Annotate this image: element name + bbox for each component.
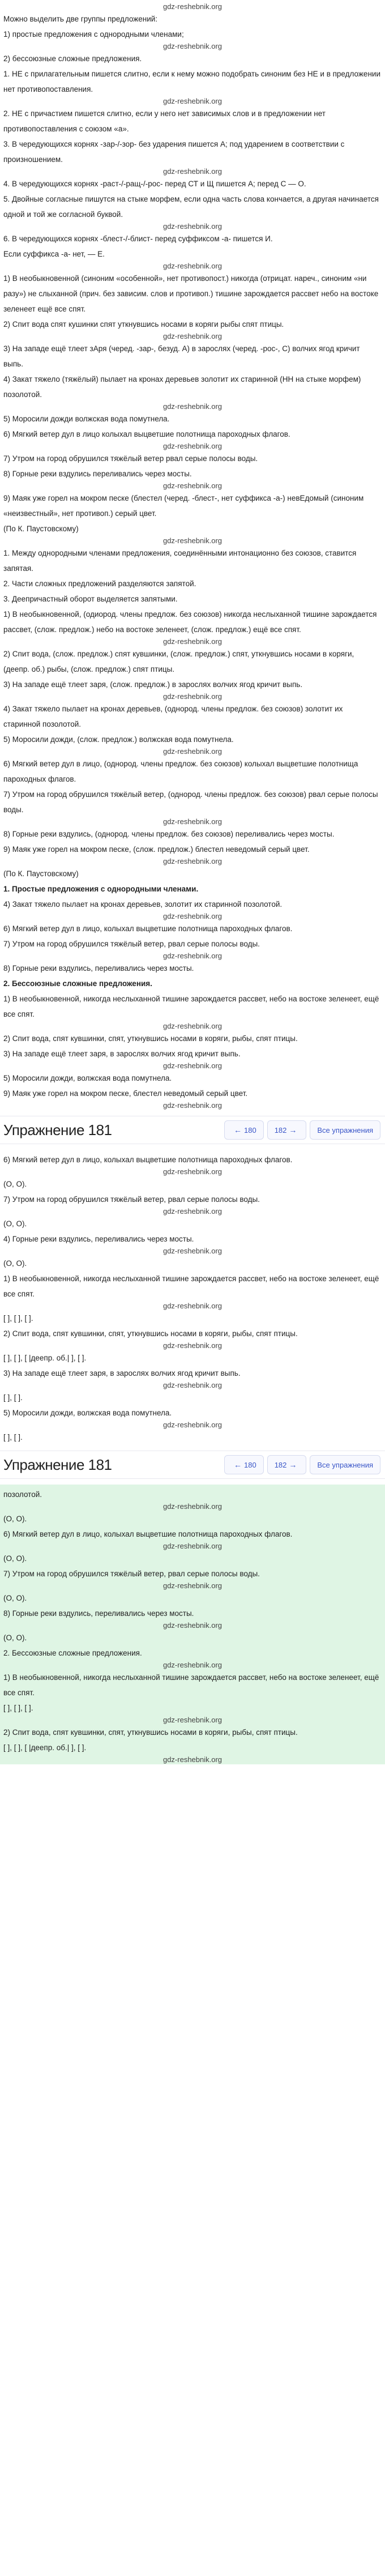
watermark: gdz-reshebnik.org xyxy=(162,97,223,105)
nav-title-2: Упражнение 181 xyxy=(3,1456,112,1473)
list-item: 2) Спит вода, (слож. предлож.) спят кувшинки, (слож. предлож.) спят, уткнувшись носами в коряги, (деепр. об.) рыбы, (слож. предлож.) спят птицы. xyxy=(3,650,354,673)
nav-bar-2 xyxy=(0,1451,385,1479)
list-item: [ ], [ ], [ ]. xyxy=(3,1704,33,1712)
watermark: gdz-reshebnik.org xyxy=(162,536,223,545)
intro: Можно выделить две группы предложений: xyxy=(3,15,158,23)
list-item: 2. Бессоюзные сложные предложения. xyxy=(3,1649,142,1657)
list-item: 3) На западе ещё тлеет заря, в зарослях волчих ягод кричит выпь. xyxy=(3,1369,241,1377)
watermark: gdz-reshebnik.org xyxy=(162,857,223,865)
list-item: (По К. Паустовскому) xyxy=(3,869,79,878)
watermark: gdz-reshebnik.org xyxy=(162,1661,223,1669)
nav-bar xyxy=(0,1116,385,1144)
rule-item: 2. Части сложных предложений разделяются запятой. xyxy=(3,579,196,588)
rules-items xyxy=(3,607,382,881)
list-item: 6) Мягкий ветер дул в лицо колыхал выцветшие полотнища пароходных флагов. xyxy=(3,430,290,438)
watermark: gdz-reshebnik.org xyxy=(162,1167,223,1176)
group1-list xyxy=(3,897,382,976)
next-button-2[interactable] xyxy=(267,1455,307,1474)
list-item: 2. НЕ с причастием пишется слитно, если у него нет зависимых слов и в предложении нет противопоставления с союзом «а». xyxy=(3,109,326,133)
prev-button[interactable] xyxy=(224,1120,264,1140)
list-item: 5) Моросили дожди, волжская вода помутнела. xyxy=(3,1409,172,1417)
list-item: 7) Утром на город обрушился тяжёлый ветер рвал серые полосы воды. xyxy=(3,454,258,463)
list-item: (О, О). xyxy=(3,1594,27,1602)
list-item: 2) Спит вода спят кушинки спят уткнувшись носами в коряги рыбы спят птицы. xyxy=(3,320,284,329)
nav-controls xyxy=(224,1120,380,1140)
watermark: gdz-reshebnik.org xyxy=(162,1542,223,1550)
schemes-b xyxy=(0,1485,385,1764)
next-button[interactable] xyxy=(267,1120,307,1140)
watermark: gdz-reshebnik.org xyxy=(162,332,223,340)
list-item: 5. Двойные согласные пишутся на стыке морфем, если одна часть слова кончается, а другая начинается одной и той же согласной буквой. xyxy=(3,195,379,219)
list-item: 3) На западе ещё тлеет заря, в зарослях волчих ягод кричит выпь. xyxy=(3,1050,241,1058)
list-item: 4) Горные реки вздулись, переливались через мосты. xyxy=(3,1235,194,1243)
list-item: (О, О). xyxy=(3,1180,27,1188)
list-item: 1. НЕ с прилагательным пишется слитно, если к нему можно подобрать синоним без НЕ и в предложении нет противопоставления. xyxy=(3,70,380,93)
list-item: 6) Мягкий ветер дул в лицо, колыхал выцветшие полотнища пароходных флагов. xyxy=(3,924,293,933)
list-item: 1) В необыкновенной, никогда неслыханной тишине зарождается рассвет, небо на востоке зеленеет, ещё все спят. xyxy=(3,1274,379,1298)
watermark: gdz-reshebnik.org xyxy=(162,1502,223,1511)
watermark: gdz-reshebnik.org xyxy=(162,1061,223,1070)
list-item: (О, О). xyxy=(3,1554,27,1563)
next-label: 182 xyxy=(274,1125,287,1135)
list-item: (О, О). xyxy=(3,1219,27,1228)
watermark: gdz-reshebnik.org xyxy=(162,1247,223,1255)
list-item: 2) Спит вода, спят кувшинки, спят, уткнувшись носами в коряги, рыбы, спят птицы. xyxy=(3,1329,298,1338)
list-item: 2) бессоюзные сложные предложения. xyxy=(3,54,142,63)
group2-title: 2. Бессоюзные сложные предложения. xyxy=(3,979,152,988)
schemes-b-list xyxy=(3,1487,382,1764)
watermark: gdz-reshebnik.org xyxy=(162,1341,223,1350)
list-item: 8) Горные реки вздулись переливались через мосты. xyxy=(3,470,192,478)
rule-item: 1. Между однородными членами предложения, соединёнными интонационно без союзов, ставится запятая. xyxy=(3,549,357,573)
rules-list xyxy=(3,545,382,607)
list-item: 1) простые предложения с однородными членами; xyxy=(3,30,184,39)
watermark: gdz-reshebnik.org xyxy=(162,952,223,960)
list-item: 4) Закат тяжело пылает на кронах деревьев, (однород. члены предлож. без союзов) золотит их старинной позолотой. xyxy=(3,705,343,728)
list-item: 8) Горные реки вздулись, переливались через мосты. xyxy=(3,1609,194,1618)
arrow-left-icon: ← xyxy=(233,1125,242,1135)
list-item: 1) В необыкновенной, никогда неслыханной тишине зарождается рассвет, небо на востоке зеленеет, ещё все спят. xyxy=(3,995,379,1018)
watermark: gdz-reshebnik.org xyxy=(162,692,223,701)
list-item: (О, О). xyxy=(3,1634,27,1642)
list-item: [ ], [ ], [ |деепр. об.| ], [ ]. xyxy=(3,1354,87,1362)
watermark: gdz-reshebnik.org xyxy=(162,817,223,826)
watermark: gdz-reshebnik.org xyxy=(162,1381,223,1389)
list-item: 3. В чередующихся корнях -зар-/-зор- без ударения пишется А; под ударением в соответствии с произношением. xyxy=(3,140,345,164)
watermark: gdz-reshebnik.org xyxy=(162,1716,223,1724)
watermark: gdz-reshebnik.org xyxy=(162,1621,223,1630)
all-exercises-button[interactable]: Все упражнения xyxy=(310,1120,380,1140)
list-item: 3) На западе ещё тлеет зАря (черед. -зар-, безуд. А) в зарослях (черед. -рос-, С) волчих ягод кричит выпь. xyxy=(3,344,360,368)
prev-label: 180 xyxy=(243,1125,256,1135)
list-item: [ ], [ ], [ ]. xyxy=(3,1314,33,1323)
list-item: 7) Утром на город обрушился тяжёлый ветер, рвал серые полосы воды. xyxy=(3,940,260,948)
watermark: gdz-reshebnik.org xyxy=(162,222,223,231)
schemes-a xyxy=(0,1150,385,1445)
arrow-left-icon: ← xyxy=(233,1460,242,1469)
list-item: [ ], [ ]. xyxy=(3,1433,23,1441)
list-item: (По К. Паустовскому) xyxy=(3,524,79,533)
list-item: 7) Утром на город обрушился тяжёлый ветер, (однород. члены предлож. без союзов) рвал серые полосы воды. xyxy=(3,790,378,814)
list-item: 8) Горные реки вздулись, переливались через мосты. xyxy=(3,964,194,973)
list-item: 7) Утром на город обрушился тяжёлый ветер, рвал серые полосы воды. xyxy=(3,1570,260,1578)
prev-label-2: 180 xyxy=(243,1460,256,1469)
watermark: gdz-reshebnik.org xyxy=(162,1101,223,1110)
schemes-a-list xyxy=(3,1152,382,1445)
watermark: gdz-reshebnik.org xyxy=(162,1581,223,1590)
watermark: gdz-reshebnik.org xyxy=(162,747,223,756)
watermark: gdz-reshebnik.org xyxy=(162,42,223,50)
arrow-right-icon: → xyxy=(289,1460,297,1469)
list-item: 6) Мягкий ветер дул в лицо, (однород. члены предлож. без союзов) колыхал выцветшие полотнища пароходных флагов. xyxy=(3,760,358,783)
list-item: 5) Моросили дожди, волжская вода помутнела. xyxy=(3,1074,172,1082)
watermark: gdz-reshebnik.org xyxy=(162,402,223,411)
list-item: 9) Маяк уже горел на мокром песке (блестел (черед. -блест-, нет суффикса -а-) невЕдомый (синоним «неизвестный», нет противоп.) серый цвет. xyxy=(3,494,364,518)
list-item: [ ], [ ]. xyxy=(3,1393,23,1402)
list-item: 9) Маяк уже горел на мокром песке, блестел неведомый серый цвет. xyxy=(3,1089,248,1098)
watermark: gdz-reshebnik.org xyxy=(162,1302,223,1310)
watermark: gdz-reshebnik.org xyxy=(162,262,223,270)
group2-list xyxy=(3,991,382,1110)
list-item: 1) В необыкновенной (синоним «особенной», нет противопост.) никогда (отрицат. нареч., синоним «ни разу») не слыханной (прич. без зависим. слов и противоп.) тишине зарождается рассвет небо на востоке зеленеет ещё все спят. xyxy=(3,274,379,313)
nav-title: Упражнение 181 xyxy=(3,1121,112,1138)
list-item: Если суффикса -а- нет, — Е. xyxy=(3,250,105,258)
list-item: 1) В необыкновенной, (одиород. члены предлож. без союзов) никогда неслыханной тишине зарождается рассвет, (слож. предлож.) небо на востоке зеленеет, (слож. предлож.) ещё все спят. xyxy=(3,610,377,634)
list-item: 4) Закат тяжело пылает на кронах деревьев, золотит их старинной позолотой. xyxy=(3,900,283,909)
watermark: gdz-reshebnik.org xyxy=(162,1755,223,1764)
arrow-right-icon: → xyxy=(289,1125,297,1135)
next-label-2: 182 xyxy=(274,1460,287,1469)
watermark: gdz-reshebnik.org xyxy=(162,637,223,646)
list-item: 4. В чередующихся корнях -раст-/-ращ-/-рос- перед СТ и Щ пишется А; перед С — О. xyxy=(3,180,306,188)
watermark: gdz-reshebnik.org xyxy=(162,167,223,176)
list-item: 1) В необыкновенной, никогда неслыханной тишине зарождается рассвет, небо на востоке зеленеет, ещё все спят. xyxy=(3,1673,379,1697)
list-item: (О, О). xyxy=(3,1259,27,1268)
content xyxy=(0,0,385,1110)
group1-title: 1. Простые предложения с однородными членами. xyxy=(3,885,199,893)
watermark: gdz-reshebnik.org xyxy=(162,2,223,11)
list-item: 6. В чередующихся корнях -блест-/-блист- перед суффиксом -а- пишется И. xyxy=(3,234,273,243)
watermark: gdz-reshebnik.org xyxy=(162,1022,223,1030)
watermark: gdz-reshebnik.org xyxy=(162,912,223,920)
list-item: 5) Моросили дожди волжская вода помутнела. xyxy=(3,415,170,423)
list-item: 5) Моросили дожди, (слож. предлож.) волжская вода помутнела. xyxy=(3,735,234,744)
watermark: gdz-reshebnik.org xyxy=(162,1207,223,1216)
prev-button-2[interactable] xyxy=(224,1455,264,1474)
list-item: 4) Закат тяжело (тяжёлый) пылает на кронах деревьев золотит их старинной (НН на стыке морфем) позолотой. xyxy=(3,375,361,399)
list-item: 6) Мягкий ветер дул в лицо, колыхал выцветшие полотнища пароходных флагов. xyxy=(3,1530,293,1538)
nav-controls-2 xyxy=(224,1455,380,1474)
list-item: 9) Маяк уже горел на мокром песке, (слож. предлож.) блестел неведомый серый цвет. xyxy=(3,845,310,854)
list-item: (О, О). xyxy=(3,1515,27,1523)
list-item: 2) Спит вода, спят кувшинки, спят, уткнувшись носами в коряги, рыбы, спят птицы. xyxy=(3,1034,298,1043)
list-item: позолотой. xyxy=(3,1490,42,1499)
list-item: 6) Мягкий ветер дул в лицо, колыхал выцветшие полотнища пароходных флагов. xyxy=(3,1155,293,1164)
rule-item: 3. Деепричастный оборот выделяется запятыми. xyxy=(3,595,178,603)
list-item: 7) Утром на город обрушился тяжёлый ветер, рвал серые полосы воды. xyxy=(3,1195,260,1204)
list-item: 8) Горные реки вздулись, (однород. члены предлож. без союзов) переливались через мосты. xyxy=(3,830,335,838)
list-item: 3) На западе ещё тлеет заря, (слож. предлож.) в зарослях волчих ягод кричит выпь. xyxy=(3,680,303,689)
head-list xyxy=(3,27,382,545)
all-exercises-button-2[interactable]: Все упражнения xyxy=(310,1455,380,1474)
watermark: gdz-reshebnik.org xyxy=(162,442,223,450)
watermark: gdz-reshebnik.org xyxy=(162,481,223,490)
watermark: gdz-reshebnik.org xyxy=(162,1421,223,1429)
list-item: [ ], [ ], [ |деепр. об.| ], [ ]. xyxy=(3,1743,87,1752)
list-item: 2) Спит вода, спят кувшинки, спят, уткнувшись носами в коряги, рыбы, спят птицы. xyxy=(3,1728,298,1737)
